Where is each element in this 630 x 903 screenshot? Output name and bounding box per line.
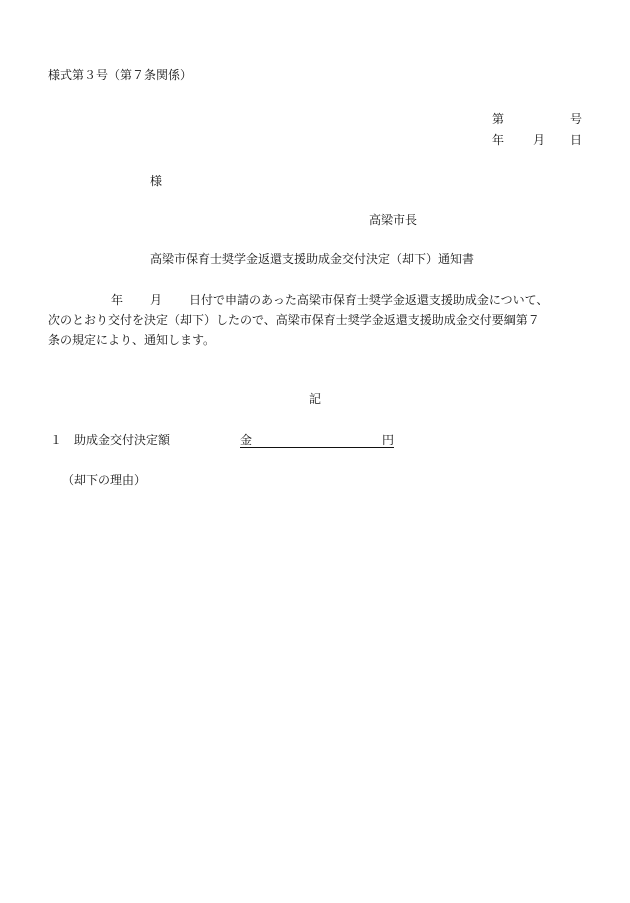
body-month: 月	[150, 293, 163, 307]
doc-number-prefix: 第	[492, 112, 505, 126]
date-month: 月	[533, 133, 546, 147]
date-day: 日	[570, 133, 583, 147]
addressee-suffix: 様	[150, 174, 163, 188]
date-year: 年	[492, 133, 505, 147]
body-year: 年	[111, 293, 124, 307]
amount-prefix: 金	[240, 433, 253, 447]
issuer: 高梁市長	[369, 213, 418, 227]
body-line-3: 条の規定により、通知します。	[48, 333, 216, 347]
body-line-2: 次のとおり交付を決定（却下）したので、高梁市保育士奨学金返還支援助成金交付要綱第７	[48, 313, 540, 327]
amount-underline	[240, 447, 394, 448]
amount-suffix: 円	[382, 433, 395, 447]
item1-label: １ 助成金交付決定額	[50, 433, 171, 447]
doc-number-suffix: 号	[570, 112, 583, 126]
rejection-reason-label: （却下の理由）	[62, 473, 147, 487]
form-label: 様式第３号（第７条関係）	[48, 68, 193, 82]
ki-heading: 記	[309, 392, 322, 406]
document-title: 高梁市保育士奨学金返還支援助成金交付決定（却下）通知書	[150, 252, 475, 266]
body-line-1: 日付で申請のあった高梁市保育士奨学金返還支援助成金について、	[189, 293, 549, 307]
